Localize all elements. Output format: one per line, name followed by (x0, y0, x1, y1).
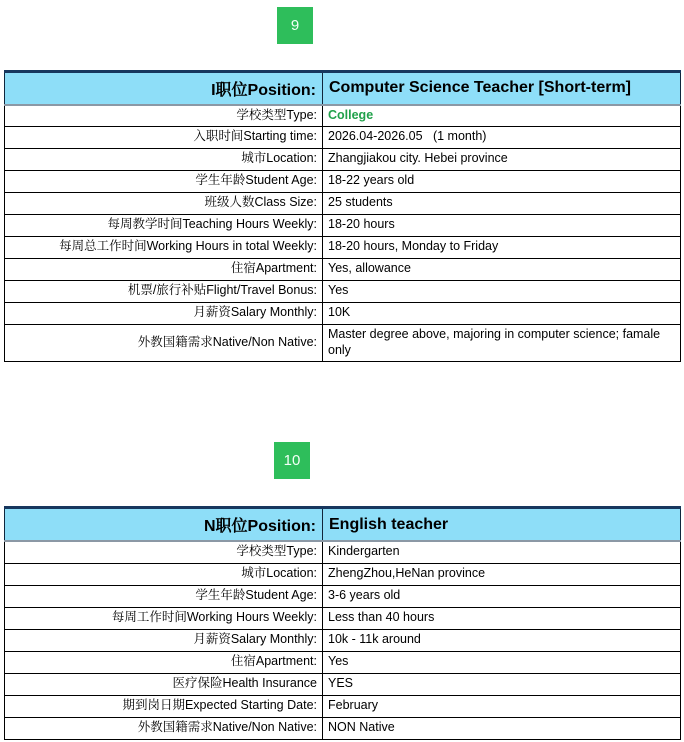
row-value: 18-20 hours (323, 215, 681, 237)
table-row (5, 149, 681, 171)
position-header-label: N职位Position: (5, 508, 323, 541)
row-value: NON Native (323, 717, 681, 739)
table-row (5, 281, 681, 303)
position-table-body (5, 508, 681, 739)
row-value: 3-6 years old (323, 585, 681, 607)
position-table-body (5, 72, 681, 362)
row-label: 外教国籍需求Native/Non Native: (5, 717, 323, 739)
position-header-value: English teacher (323, 508, 681, 541)
position-table-9 (4, 70, 681, 362)
table-row (5, 563, 681, 585)
row-value: ZhengZhou,HeNan province (323, 563, 681, 585)
row-label: 每周总工作时间Working Hours in total Weekly: (5, 237, 323, 259)
table-row (5, 325, 681, 362)
table-header-row (5, 508, 681, 541)
row-value: 18-22 years old (323, 171, 681, 193)
row-label: 入职时间Starting time: (5, 127, 323, 149)
row-value: 2026.04-2026.05 (1 month) (323, 127, 681, 149)
row-value: 25 students (323, 193, 681, 215)
position-table-10 (4, 506, 681, 739)
table-row (5, 651, 681, 673)
row-label: 学校类型Type: (5, 105, 323, 127)
table-row (5, 259, 681, 281)
row-value: February (323, 695, 681, 717)
row-label: 班级人数Class Size: (5, 193, 323, 215)
position-header-value: Computer Science Teacher [Short-term] (323, 72, 681, 105)
position-header-label: I职位Position: (5, 72, 323, 105)
row-value: Less than 40 hours (323, 607, 681, 629)
table-row (5, 193, 681, 215)
row-value: Zhangjiakou city. Hebei province (323, 149, 681, 171)
row-label: 外教国籍需求Native/Non Native: (5, 325, 323, 362)
row-label: 每周教学时间Teaching Hours Weekly: (5, 215, 323, 237)
row-label: 医疗保险Health Insurance (5, 673, 323, 695)
row-value: Master degree above, majoring in computer science; famale only (323, 325, 681, 362)
row-label: 期到岗日期Expected Starting Date: (5, 695, 323, 717)
table-header-row (5, 72, 681, 105)
row-label: 住宿Apartment: (5, 259, 323, 281)
row-value: 18-20 hours, Monday to Friday (323, 237, 681, 259)
position-number-badge: 10 (274, 442, 310, 479)
table-row (5, 607, 681, 629)
position-number-badge: 9 (277, 7, 313, 44)
row-value: YES (323, 673, 681, 695)
table-row (5, 629, 681, 651)
row-label: 学生年龄Student Age: (5, 585, 323, 607)
table-row (5, 127, 681, 149)
row-value: College (323, 105, 681, 127)
row-label: 城市Location: (5, 563, 323, 585)
table-row (5, 585, 681, 607)
table-row (5, 673, 681, 695)
row-value: Kindergarten (323, 541, 681, 563)
row-label: 月薪资Salary Monthly: (5, 629, 323, 651)
row-value: Yes (323, 281, 681, 303)
row-label: 住宿Apartment: (5, 651, 323, 673)
table-row (5, 717, 681, 739)
row-label: 城市Location: (5, 149, 323, 171)
row-label: 月薪资Salary Monthly: (5, 303, 323, 325)
table-row (5, 237, 681, 259)
row-value: Yes (323, 651, 681, 673)
row-label: 每周工作时间Working Hours Weekly: (5, 607, 323, 629)
row-value: Yes, allowance (323, 259, 681, 281)
table-row (5, 105, 681, 127)
table-row (5, 171, 681, 193)
row-label: 机票/旅行补贴Flight/Travel Bonus: (5, 281, 323, 303)
table-row (5, 303, 681, 325)
row-value: 10K (323, 303, 681, 325)
row-label: 学校类型Type: (5, 541, 323, 563)
row-value: 10k - 11k around (323, 629, 681, 651)
table-row (5, 215, 681, 237)
table-row (5, 541, 681, 563)
row-label: 学生年龄Student Age: (5, 171, 323, 193)
table-row (5, 695, 681, 717)
